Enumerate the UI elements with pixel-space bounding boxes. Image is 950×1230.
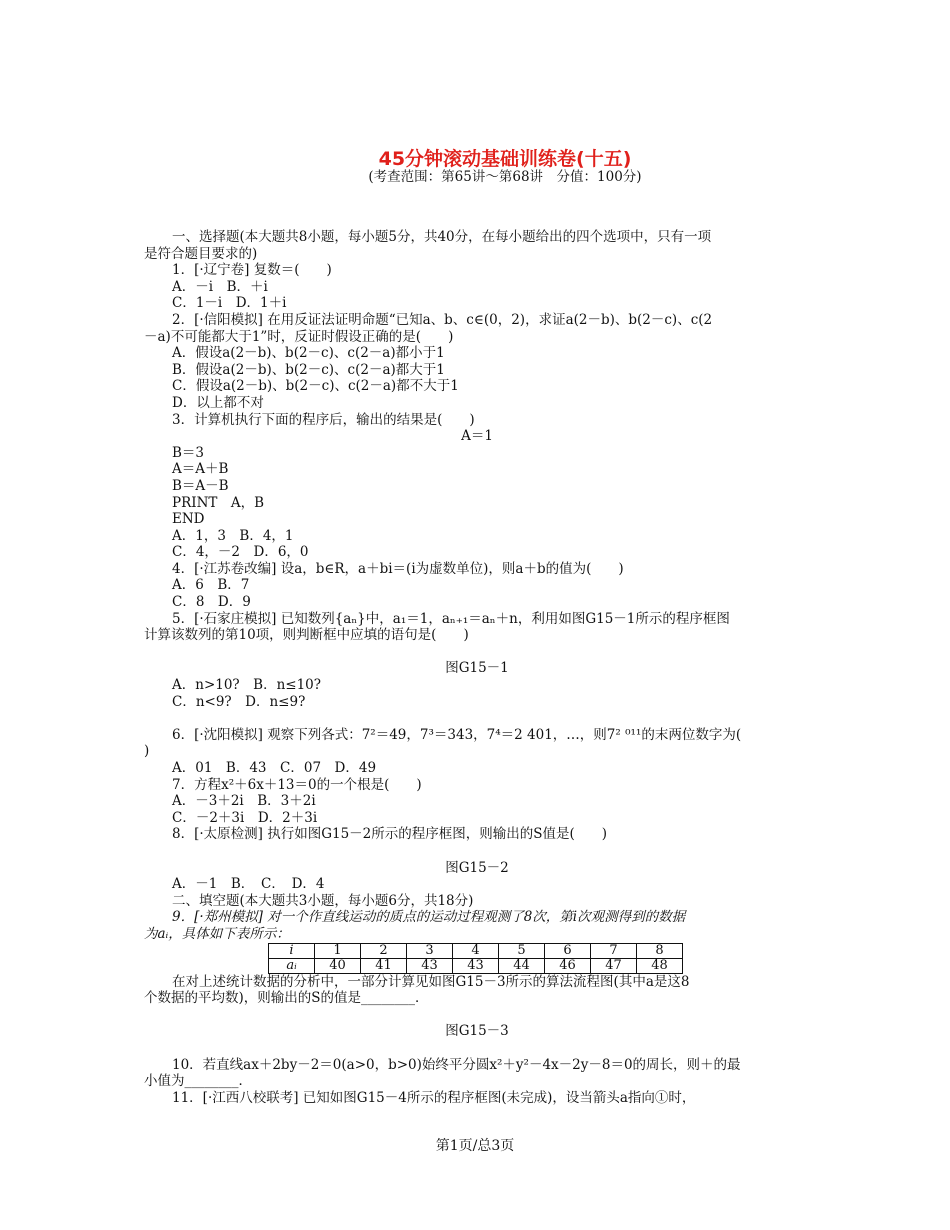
text-line: C．假设a(2－b)、b(2－c)、c(2－a)都不大于1 <box>172 378 459 395</box>
text-line: 10．若直线ax＋2by－2＝0(a>0，b>0)始终平分圆x²＋y²－4x－2y－8＝0的周长，则＋的最 <box>172 1056 741 1073</box>
table-cell: 1 <box>315 943 361 958</box>
table-cell: 8 <box>637 943 683 958</box>
text-line <box>144 710 810 727</box>
text-line: C．－2＋3i D．2＋3i <box>172 809 318 826</box>
text-line: A．1，3 B．4，1 <box>172 527 294 544</box>
text-line: 一、选择题(本大题共8小题，每小题5分，共40分，在每小题给出的四个选项中，只有一项 <box>172 229 712 245</box>
text-line: A＝A＋B <box>172 461 229 478</box>
text-line <box>144 1040 810 1057</box>
text-line: ) <box>144 743 150 760</box>
text-line: A．－i B．＋i <box>172 278 268 295</box>
table-cell: 47 <box>591 958 637 973</box>
text-line: 6．[·沈阳模拟] 观察下列各式：7²＝49，7³＝343，7⁴＝2 401，…，则7² ⁰¹¹的末两位数字为( <box>172 726 742 743</box>
text-line: 9．[·郑州模拟] 对一个作直线运动的质点的运动过程观测了8次，第i次观测得到的数据 <box>172 909 686 926</box>
text-line: A．假设a(2－b)、b(2－c)、c(2－a)都小于1 <box>172 345 445 362</box>
text-line <box>144 843 810 860</box>
table-cell: 2 <box>361 943 407 958</box>
table-cell: 3 <box>407 943 453 958</box>
text-line: 7．方程x²＋6x＋13＝0的一个根是( ) <box>172 776 422 793</box>
text-line: A．－1 B． C． D．4 <box>172 876 325 893</box>
table-cell: 41 <box>361 958 407 973</box>
text-line: C．n<9? D．n≤9? <box>172 693 306 710</box>
text-line: A．n>10? B．n≤10? <box>172 677 322 694</box>
observation-table <box>268 943 683 974</box>
page-footer: 第1页/总3页 <box>435 1138 515 1154</box>
text-line: C．1－i D．1＋i <box>172 295 287 312</box>
text-line: B＝3 <box>172 444 205 461</box>
text-line: 4．[·江苏卷改编] 设a，b∈R，a＋bi＝(i为虚数单位)，则a＋b的值为( ) <box>172 560 624 577</box>
text-line: 二、填空题(本大题共3小题，每小题6分，共18分) <box>172 892 474 909</box>
table-row <box>269 958 683 973</box>
text-line: 图G15－1 <box>445 660 509 677</box>
text-line: 是符合题目要求的) <box>144 245 258 262</box>
document-body <box>144 229 810 1106</box>
text-line: 11．[·江西八校联考] 已知如图G15－4所示的程序框图(未完成)，设当箭头a指向①时， <box>172 1089 696 1106</box>
table-cell: aᵢ <box>269 958 315 973</box>
text-line: 为aᵢ，具体如下表所示： <box>144 925 290 942</box>
text-line: 小值为________． <box>144 1073 252 1090</box>
text-line: 计算该数列的第10项，则判断框中应填的语句是( ) <box>144 627 469 644</box>
text-line: 8．[·太原检测] 执行如图G15－2所示的程序框图，则输出的S值是( ) <box>172 826 608 843</box>
text-line: 3．计算机执行下面的程序后，输出的结果是( ) <box>172 411 475 428</box>
text-line: D．以上都不对 <box>172 394 264 411</box>
text-line: C．4，－2 D．6，0 <box>172 544 309 561</box>
text-line: 个数据的平均数)，则输出的S的值是________． <box>144 990 429 1007</box>
text-line: A．6 B．7 <box>172 577 250 594</box>
table-cell: 7 <box>591 943 637 958</box>
table-cell: 4 <box>453 943 499 958</box>
text-line: 图G15－3 <box>445 1023 509 1040</box>
table-header-row <box>269 943 683 958</box>
text-line: PRINT A，B <box>172 494 265 511</box>
text-line: A．01 B．43 C．07 D．49 <box>172 760 377 776</box>
questions-part-1 <box>144 229 810 943</box>
text-line: －a)不可能都大于1”时，反证时假设正确的是( ) <box>144 328 454 345</box>
questions-part-2 <box>144 974 810 1107</box>
text-line <box>144 1007 810 1024</box>
page-title: 45分钟滚动基础训练卷(十五) <box>378 148 632 170</box>
text-line <box>144 644 810 661</box>
table-cell: 48 <box>637 958 683 973</box>
table-cell: 43 <box>453 958 499 973</box>
table-cell: 43 <box>407 958 453 973</box>
text-line: 图G15－2 <box>445 859 509 876</box>
text-line: 在对上述统计数据的分析中，一部分计算见如图G15－3所示的算法流程图(其中a是这8 <box>172 973 690 990</box>
text-line: B＝A－B <box>172 477 229 494</box>
table-cell: i <box>269 943 315 958</box>
text-line: END <box>172 511 205 528</box>
text-line: A．－3＋2i B．3＋2i <box>172 793 316 810</box>
text-line: C．8 D．9 <box>172 594 251 611</box>
text-line: B．假设a(2－b)、b(2－c)、c(2－a)都大于1 <box>172 361 445 378</box>
text-line: 2．[·信阳模拟] 在用反证法证明命题“已知a、b、c∈(0，2)，求证a(2－b)、b(2－c)、c(2 <box>172 311 713 328</box>
table-cell: 6 <box>545 943 591 958</box>
page-subtitle: (考查范围：第65讲～第68讲 分值：100分) <box>368 169 642 185</box>
table-cell: 46 <box>545 958 591 973</box>
text-line: 1．[·辽宁卷] 复数＝( ) <box>172 262 332 279</box>
text-line: 5．[·石家庄模拟] 已知数列{aₙ}中，a₁＝1，aₙ₊₁＝aₙ＋n，利用如图G15－1所示的程序框图 <box>172 610 730 627</box>
table-cell: 40 <box>315 958 361 973</box>
table-cell: 5 <box>499 943 545 958</box>
text-line: A＝1 <box>461 428 493 445</box>
table-cell: 44 <box>499 958 545 973</box>
